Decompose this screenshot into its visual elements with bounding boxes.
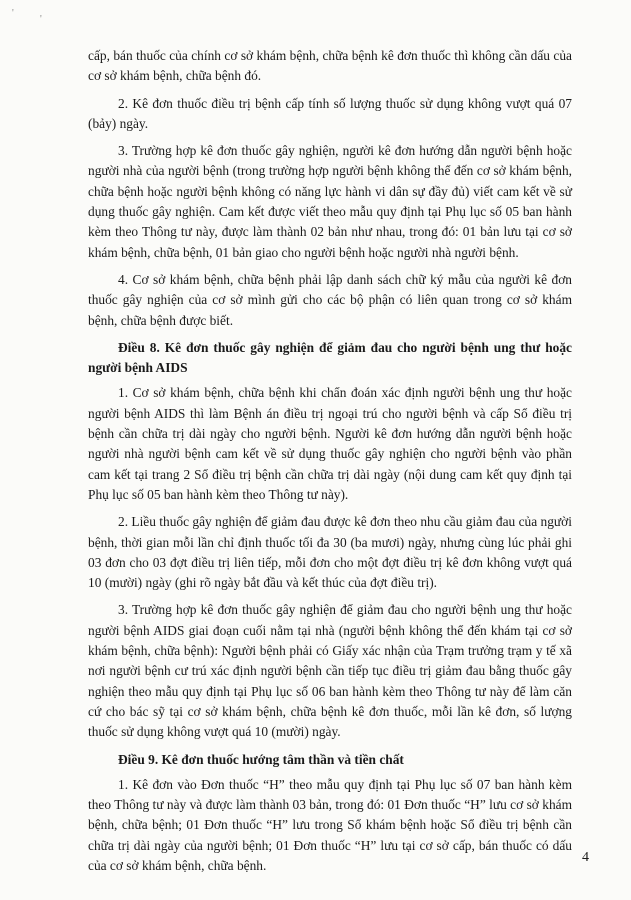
paragraph: 3. Trường hợp kê đơn thuốc gây nghiện, người kê đơn hướng dẫn người bệnh hoặc người nhà của người bệnh (trong trường hợp người bệnh không thể đến cơ sở khám bệnh, chữa bệnh hoặc người bệnh không có năng lực hành vi dân sự đầy đủ) viết cam kết về sử dụng thuốc gây nghiện. Cam kết được viết theo mẫu quy định tại Phụ lục số 05 ban hành kèm theo Thông tư này, được làm thành 02 bản như nhau, trong đó: 01 bản lưu tại cơ sở khám bệnh, chữa bệnh, 01 bản giao cho người bệnh hoặc người nhà người bệnh. <box>88 143 572 260</box>
paragraph: 4. Cơ sở khám bệnh, chữa bệnh phải lập danh sách chữ ký mẫu của người kê đơn thuốc gây nghiện của cơ sở mình gửi cho các bộ phận có liên quan trong cơ sở khám bệnh, chữa bệnh được biết. <box>88 271 572 328</box>
page-number: 4 <box>582 850 589 865</box>
scan-mark: ' <box>12 8 14 19</box>
paragraph-continuation: cấp, bán thuốc của chính cơ sở khám bệnh, chữa bệnh kê đơn thuốc thì không cần dấu của cơ sở khám bệnh, chữa bệnh đó. <box>88 48 572 84</box>
scan-mark: ' <box>40 14 42 25</box>
paragraph: 1. Kê đơn vào Đơn thuốc “H” theo mẫu quy định tại Phụ lục số 07 ban hành kèm theo Thông tư này và được làm thành 03 bản, trong đó: 01 Đơn thuốc “H” lưu cơ sở khám bệnh, chữa bệnh; 01 Đơn thuốc “H” lưu trong Sổ khám bệnh hoặc Sổ điều trị bệnh cần chữa trị dài ngày của người bệnh; 01 Đơn thuốc “H” lưu tại cơ sở cấp, bán thuốc có dấu của cơ sở khám bệnh, chữa bệnh. <box>88 776 572 873</box>
paragraph: 2. Liều thuốc gây nghiện để giảm đau được kê đơn theo nhu cầu giảm đau của người bệnh, thời gian mỗi lần chỉ định thuốc tối đa 30 (ba mươi) ngày, nhưng cùng lúc phải ghi 03 đơn cho 03 đợt điều trị liên tiếp, mỗi đơn cho một đợt điều trị kê đơn không vượt quá 10 (mười) ngày (ghi rõ ngày bắt đầu và kết thúc của đợt điều trị). <box>88 514 572 591</box>
article-heading: Điều 8. Kê đơn thuốc gây nghiện để giảm đau cho người bệnh ung thư hoặc người bệnh AIDS <box>88 339 572 376</box>
paragraph: 1. Cơ sở khám bệnh, chữa bệnh khi chẩn đoán xác định người bệnh ung thư hoặc người bệnh AIDS thì làm Bệnh án điều trị ngoại trú cho người bệnh và cấp Sổ điều trị bệnh cần chữa trị dài ngày cho người bệnh. Người kê đơn hướng dẫn người bệnh hoặc người nhà người bệnh cam kết về sử dụng thuốc gây nghiện cho người bệnh vào phần cam kết tại trang 2 Sổ điều trị bệnh cần chữa trị dài ngày (nội dung cam kết quy định tại Phụ lục số 05 ban hành kèm theo Thông tư này). <box>88 385 572 502</box>
body-text <box>88 46 572 883</box>
paragraph: 2. Kê đơn thuốc điều trị bệnh cấp tính số lượng thuốc sử dụng không vượt quá 07 (bảy) ngày. <box>88 95 572 131</box>
article-heading: Điều 9. Kê đơn thuốc hướng tâm thần và tiền chất <box>118 751 404 767</box>
paragraph: 3. Trường hợp kê đơn thuốc gây nghiện để giảm đau cho người bệnh ung thư hoặc người bệnh AIDS giai đoạn cuối nằm tại nhà (người bệnh không thể đến khám tại cơ sở khám bệnh, chữa bệnh): Người bệnh phải có Giấy xác nhận của Trạm trưởng trạm y tế xã nơi người bệnh cư trú xác định người bệnh cần tiếp tục điều trị giảm đau bằng thuốc gây nghiện theo mẫu quy định tại Phụ lục số 06 ban hành kèm theo Thông tư này để làm căn cứ cho bác sỹ tại cơ sở khám bệnh, chữa bệnh kê đơn thuốc, mỗi lần kê đơn, số lượng thuốc sử dụng không vượt quá 10 (mười) ngày. <box>88 602 572 740</box>
